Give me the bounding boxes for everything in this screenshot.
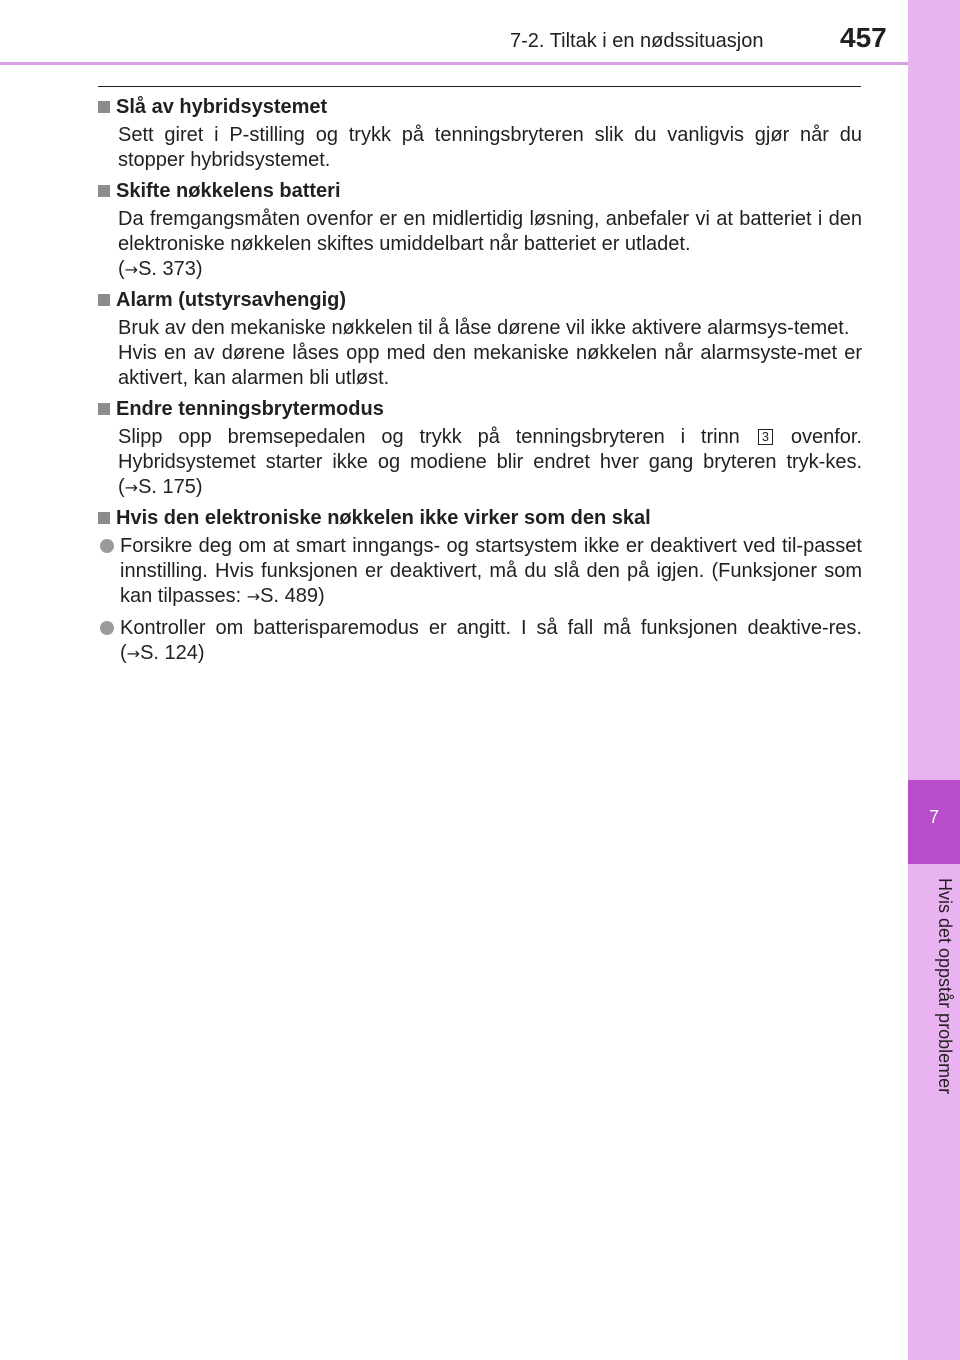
page-number: 457 <box>840 22 887 53</box>
circle-bullet-icon <box>100 539 114 553</box>
section-alarm <box>98 288 862 391</box>
body-text: ovenfor. Hybridsystemet starter ikke og modiene blir endret hver gang bryteren tryk-kes. ( <box>118 426 862 498</box>
chapter-number: 7 <box>928 807 939 827</box>
page-reference[interactable] <box>127 642 205 664</box>
heading-text: Slå av hybridsystemet <box>116 96 328 118</box>
bullet-text <box>120 616 862 666</box>
section-heading <box>98 288 862 313</box>
page-reference[interactable] <box>247 585 325 607</box>
body-text: Bruk av den mekaniske nøkkelen til å låse dørene vil ikke aktivere alarmsys-temet. <box>118 317 850 339</box>
heading-text: Endre tenningsbrytermodus <box>116 398 384 420</box>
step-number-box: 3 <box>758 429 773 445</box>
square-bullet-icon <box>98 185 110 197</box>
section-heading <box>98 179 862 204</box>
content-top-rule <box>98 86 861 87</box>
section-body <box>118 316 862 391</box>
arrow-right-icon: → <box>124 260 139 279</box>
chapter-title: Hvis det oppstår problemer <box>935 878 955 1095</box>
ref-text: S. 124) <box>140 642 205 664</box>
header-line <box>0 62 908 65</box>
section-heading <box>98 397 862 422</box>
section-turn-off-hybrid <box>98 95 862 173</box>
section-body <box>118 425 862 500</box>
ref-paren: ( <box>118 258 125 280</box>
section-body: Sett giret i P-stilling og trykk på tenningsbryteren slik du vanligvis gjør når du stopper hybridsystemet. <box>118 124 862 171</box>
ref-text: S. 373) <box>138 258 203 280</box>
page-reference[interactable] <box>118 258 203 280</box>
page-content <box>98 95 862 673</box>
section-body <box>118 207 862 282</box>
ref-text: S. 175) <box>138 476 203 498</box>
square-bullet-icon <box>98 294 110 306</box>
section-key-not-working <box>98 506 862 666</box>
body-text: Slipp opp bremsepedalen og trykk på tenningsbryteren i trinn <box>118 426 740 448</box>
section-ignition-mode <box>98 397 862 500</box>
bullet-item <box>98 534 862 609</box>
arrow-right-icon: → <box>124 478 139 497</box>
body-text: Da fremgangsmåten ovenfor er en midlertidig løsning, anbefaler vi at batteriet i den elektroniske nøkkelen skiftes umiddelbart når batteriet er utladet. <box>118 208 862 255</box>
heading-text: Skifte nøkkelens batteri <box>116 180 341 202</box>
arrow-right-icon: → <box>126 644 141 663</box>
section-replace-key-battery <box>98 179 862 282</box>
section-heading <box>98 506 862 531</box>
bullet-item <box>98 616 862 666</box>
body-text: Forsikre deg om at smart inngangs- og startsystem ikke er deaktivert ved til-passet innstilling. Hvis funksjonen er deaktivert, må du slå den på igjen. (Funksjoner som kan tilpasses: <box>120 535 862 607</box>
heading-text: Hvis den elektroniske nøkkelen ikke virker som den skal <box>116 507 651 529</box>
body-text: Hvis en av dørene låses opp med den mekaniske nøkkelen når alarmsyste-met er aktivert, kan alarmen bli utløst. <box>118 342 862 389</box>
square-bullet-icon <box>98 512 110 524</box>
heading-text: Alarm (utstyrsavhengig) <box>116 289 347 311</box>
section-heading <box>98 95 862 120</box>
bullet-text <box>120 534 862 609</box>
body-text: Kontroller om batterisparemodus er angitt. I så fall må funksjonen deaktive-res. ( <box>120 617 862 664</box>
side-tab-upper <box>908 0 960 780</box>
square-bullet-icon <box>98 403 110 415</box>
page-reference[interactable] <box>125 476 203 498</box>
side-tab-chapter-number <box>908 780 960 864</box>
square-bullet-icon <box>98 101 110 113</box>
ref-text: S. 489) <box>260 585 325 607</box>
header-section-title: 7-2. Tiltak i en nødssituasjon <box>510 30 764 52</box>
circle-bullet-icon <box>100 621 114 635</box>
arrow-right-icon: → <box>246 587 261 606</box>
